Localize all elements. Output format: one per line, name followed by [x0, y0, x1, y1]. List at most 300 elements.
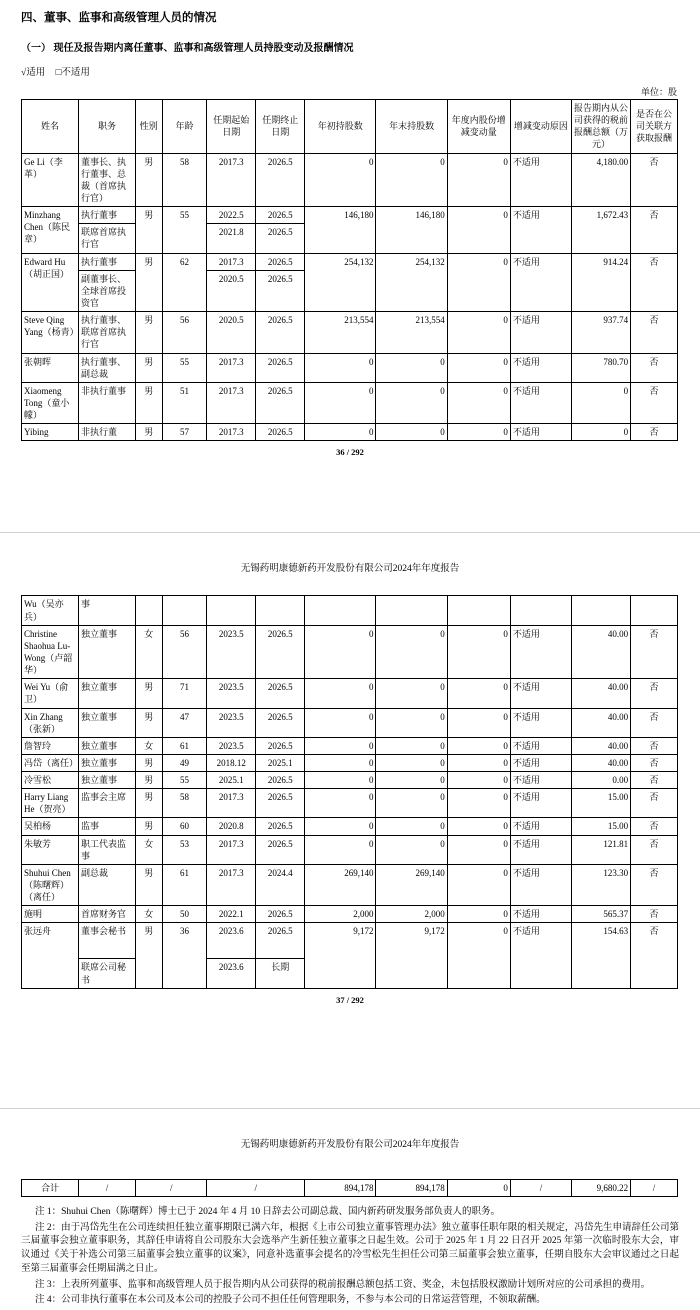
change-reason-cell: 不适用: [510, 923, 571, 988]
empty-cell: [571, 596, 630, 625]
table-row: [22, 424, 678, 441]
position-cell: 职工代表监事: [79, 835, 136, 864]
term-start-cell: 2017.3: [207, 353, 256, 382]
shares-begin-cell: 0: [305, 382, 376, 423]
related-pay-cell: 否: [631, 772, 678, 789]
col-header-shares-change: 年度内股份增减变动量: [447, 100, 510, 154]
total-gender-age-slash-cell: /: [136, 1179, 207, 1196]
col-header-remuneration: 报告期内从公司获得的税前报酬总额（万元）: [571, 100, 630, 154]
shares-end-cell: 9,172: [376, 923, 447, 988]
position-cell: 独立董事: [79, 737, 136, 754]
change-reason-cell: 不适用: [510, 906, 571, 923]
shares-begin-cell: 0: [305, 708, 376, 737]
term-end-cell: 2026.5: [256, 708, 305, 737]
col-header-shares-begin: 年初持股数: [305, 100, 376, 154]
position-cell: 独立董事: [79, 754, 136, 771]
change-reason-cell: 不适用: [510, 382, 571, 423]
total-related-slash-cell: /: [631, 1179, 678, 1196]
name-cell: Christine Shaohua Lu-Wong（卢韶华）: [22, 625, 79, 679]
term-start-cell: 2017.3: [207, 424, 256, 441]
term-start-cell: 2017.3: [207, 835, 256, 864]
position-cell: 独立董事: [79, 679, 136, 708]
total-shares-change-cell: 0: [447, 1179, 510, 1196]
table-row: [22, 754, 678, 771]
table-row: [22, 923, 678, 959]
name-cell: 张远舟: [22, 923, 79, 988]
related-pay-cell: 否: [631, 153, 678, 207]
term-end-cell: 2024.4: [256, 864, 305, 905]
shares-change-cell: 0: [447, 772, 510, 789]
table-row: [22, 864, 678, 905]
empty-cell: [631, 596, 678, 625]
gender-cell: 男: [136, 312, 162, 353]
page-break: [0, 1108, 700, 1109]
remuneration-cell: 40.00: [571, 754, 630, 771]
shares-end-cell: 0: [376, 424, 447, 441]
position-cell: 副董事长、全球首席投资官: [79, 270, 136, 311]
shares-begin-cell: 0: [305, 818, 376, 835]
subsection-title: （一） 现任及报告期内离任董事、监事和高级管理人员持股变动及报酬情况: [21, 43, 354, 54]
name-cell: 詹智玲: [22, 737, 79, 754]
related-pay-cell: 否: [631, 424, 678, 441]
related-pay-cell: 否: [631, 353, 678, 382]
report-header: 无锡药明康德新药开发股份有限公司2024年年度报告: [240, 564, 460, 575]
shares-begin-cell: 0: [305, 625, 376, 679]
col-header-gender: 性别: [136, 100, 162, 154]
shares-begin-cell: 0: [305, 772, 376, 789]
name-cell: 吴柏杨: [22, 818, 79, 835]
age-cell: 55: [162, 772, 207, 789]
remuneration-cell: 0.00: [571, 772, 630, 789]
gender-cell: 男: [136, 153, 162, 207]
term-end-cell: 2026.5: [256, 906, 305, 923]
change-reason-cell: 不适用: [510, 754, 571, 771]
shares-end-cell: 0: [376, 754, 447, 771]
remuneration-cell: 4,180.00: [571, 153, 630, 207]
age-cell: 51: [162, 382, 207, 423]
term-end-cell: 2026.5: [256, 224, 305, 253]
name-cell: Minzhang Chen（陈民章）: [22, 207, 79, 253]
term-start-cell: 2022.5: [207, 207, 256, 224]
term-end-cell: 2026.5: [256, 312, 305, 353]
gender-cell: 男: [136, 818, 162, 835]
shares-change-cell: 0: [447, 207, 510, 253]
change-reason-cell: 不适用: [510, 312, 571, 353]
position-cell: 联席公司秘书: [79, 959, 136, 988]
shares-begin-cell: 0: [305, 754, 376, 771]
age-cell: 61: [162, 864, 207, 905]
position-cell: 非执行董事: [79, 382, 136, 423]
position-cell: 独立董事: [79, 708, 136, 737]
shares-end-cell: 0: [376, 789, 447, 818]
remuneration-cell: 40.00: [571, 737, 630, 754]
gender-cell: 男: [136, 382, 162, 423]
col-header-term-start: 任期起始日期: [207, 100, 256, 154]
name-cell: 张朝晖: [22, 353, 79, 382]
empty-cell: [136, 596, 162, 625]
shares-change-cell: 0: [447, 312, 510, 353]
position-cell: 副总裁: [79, 864, 136, 905]
position-cell: 执行董事、联席首席执行官: [79, 312, 136, 353]
change-reason-cell: 不适用: [510, 772, 571, 789]
related-pay-cell: 否: [631, 312, 678, 353]
shares-change-cell: 0: [447, 708, 510, 737]
name-cell: 施明: [22, 906, 79, 923]
page-36: [0, 0, 700, 457]
table-row: [22, 679, 678, 708]
shares-end-cell: 0: [376, 382, 447, 423]
totals-table: [21, 1179, 678, 1197]
age-cell: 55: [162, 353, 207, 382]
term-start-cell: 2023.5: [207, 679, 256, 708]
related-pay-cell: 否: [631, 923, 678, 988]
name-cell: Yibing: [22, 424, 79, 441]
empty-cell: [305, 596, 376, 625]
table-row: [22, 312, 678, 353]
position-cell: 事: [79, 596, 136, 625]
total-position-slash-cell: /: [79, 1179, 136, 1196]
note-4: 注 4：公司非执行董事在本公司及本公司的控股子公司不担任任何管理职务，不参与本公司的日常运营管理，不领取薪酬。: [35, 1295, 546, 1306]
age-cell: 53: [162, 835, 207, 864]
change-reason-cell: 不适用: [510, 864, 571, 905]
shares-change-cell: 0: [447, 923, 510, 988]
shares-end-cell: 0: [376, 679, 447, 708]
remuneration-cell: 15.00: [571, 818, 630, 835]
gender-cell: 男: [136, 789, 162, 818]
shares-end-cell: 0: [376, 625, 447, 679]
term-end-cell: 长期: [256, 959, 305, 988]
table-row: [22, 906, 678, 923]
remuneration-cell: 40.00: [571, 679, 630, 708]
gender-cell: 女: [136, 906, 162, 923]
total-shares-begin-cell: 894,178: [305, 1179, 376, 1196]
remuneration-cell: 0: [571, 424, 630, 441]
shares-change-cell: 0: [447, 818, 510, 835]
shares-begin-cell: 0: [305, 789, 376, 818]
shares-change-cell: 0: [447, 737, 510, 754]
related-pay-cell: 否: [631, 679, 678, 708]
related-pay-cell: 否: [631, 625, 678, 679]
note-3: 注 3：上表所列董事、监事和高级管理人员于报告期内从公司获得的税前报酬总额包括工资、奖金，未包括股权激励计划所对应的公司承担的费用。: [35, 1279, 651, 1290]
shares-change-cell: 0: [447, 679, 510, 708]
age-cell: 60: [162, 818, 207, 835]
shares-change-cell: 0: [447, 864, 510, 905]
term-start-cell: 2025.1: [207, 772, 256, 789]
name-cell: 冷雪松: [22, 772, 79, 789]
empty-cell: [510, 596, 571, 625]
shares-end-cell: 213,554: [376, 312, 447, 353]
name-cell: Edward Hu（胡正国）: [22, 253, 79, 312]
term-end-cell: 2026.5: [256, 382, 305, 423]
shares-change-cell: 0: [447, 754, 510, 771]
term-start-cell: 2022.1: [207, 906, 256, 923]
shares-end-cell: 0: [376, 737, 447, 754]
related-pay-cell: 否: [631, 737, 678, 754]
applicability-line: [21, 64, 679, 78]
table-header-row: [22, 100, 678, 154]
applicable-option: √适用: [21, 68, 46, 78]
position-cell: 执行董事、副总裁: [79, 353, 136, 382]
shares-begin-cell: 0: [305, 679, 376, 708]
term-start-cell: 2023.6: [207, 923, 256, 959]
term-start-cell: 2021.8: [207, 224, 256, 253]
col-header-term-end: 任期终止日期: [256, 100, 305, 154]
age-cell: 36: [162, 923, 207, 988]
term-start-cell: 2023.5: [207, 708, 256, 737]
change-reason-cell: 不适用: [510, 253, 571, 312]
shares-begin-cell: 254,132: [305, 253, 376, 312]
term-end-cell: 2026.5: [256, 818, 305, 835]
age-cell: 47: [162, 708, 207, 737]
shares-begin-cell: 269,140: [305, 864, 376, 905]
shares-begin-cell: 0: [305, 835, 376, 864]
related-pay-cell: 否: [631, 382, 678, 423]
age-cell: 49: [162, 754, 207, 771]
name-cell: Ge Li（李革）: [22, 153, 79, 207]
term-end-cell: 2026.5: [256, 424, 305, 441]
term-start-cell: 2020.5: [207, 270, 256, 311]
position-cell: 执行董事: [79, 253, 136, 270]
shares-begin-cell: 213,554: [305, 312, 376, 353]
gender-cell: 男: [136, 679, 162, 708]
shares-begin-cell: 2,000: [305, 906, 376, 923]
total-reason-slash-cell: /: [510, 1179, 571, 1196]
shares-end-cell: 0: [376, 772, 447, 789]
notes: [21, 1206, 679, 1308]
shares-change-cell: 0: [447, 353, 510, 382]
page-37: [0, 560, 700, 1004]
shares-change-cell: 0: [447, 835, 510, 864]
change-reason-cell: 不适用: [510, 625, 571, 679]
table-row: [22, 625, 678, 679]
table-row: [22, 153, 678, 207]
empty-cell: [162, 596, 207, 625]
page-number: 37 / 292: [336, 994, 364, 1005]
age-cell: 56: [162, 312, 207, 353]
note-1: 注 1：Shuhui Chen（陈曙辉）博士已于 2024 年 4 月 10 日辞去公司副总裁、国内新药研发服务部负责人的职务。: [35, 1206, 500, 1217]
shares-begin-cell: 0: [305, 353, 376, 382]
name-cell: 朱敏芳: [22, 835, 79, 864]
name-cell: Wei Yu（俞卫）: [22, 679, 79, 708]
table-row: [22, 737, 678, 754]
shares-end-cell: 0: [376, 818, 447, 835]
gender-cell: 男: [136, 253, 162, 312]
remuneration-cell: 154.63: [571, 923, 630, 988]
total-term-slash-cell: /: [207, 1179, 305, 1196]
page-number: 36 / 292: [336, 447, 364, 458]
age-cell: 71: [162, 679, 207, 708]
empty-cell: [376, 596, 447, 625]
shares-end-cell: 0: [376, 708, 447, 737]
shares-end-cell: 2,000: [376, 906, 447, 923]
gender-cell: 男: [136, 353, 162, 382]
age-cell: 58: [162, 789, 207, 818]
gender-cell: 男: [136, 864, 162, 905]
report-header: 无锡药明康德新药开发股份有限公司2024年年度报告: [240, 1139, 460, 1150]
term-start-cell: 2020.5: [207, 312, 256, 353]
name-cell: Wu（吴亦兵）: [22, 596, 79, 625]
shares-change-cell: 0: [447, 424, 510, 441]
age-cell: 55: [162, 207, 207, 253]
table-row: [22, 772, 678, 789]
shares-begin-cell: 0: [305, 737, 376, 754]
age-cell: 58: [162, 153, 207, 207]
section-title: 四、董事、监事和高级管理人员的情况: [21, 12, 217, 24]
shares-end-cell: 0: [376, 153, 447, 207]
name-cell: Xin Zhang（张新）: [22, 708, 79, 737]
directors-table-page36: [21, 99, 678, 441]
change-reason-cell: 不适用: [510, 424, 571, 441]
related-pay-cell: 否: [631, 789, 678, 818]
remuneration-cell: 121.81: [571, 835, 630, 864]
term-end-cell: 2026.5: [256, 625, 305, 679]
related-pay-cell: 否: [631, 864, 678, 905]
related-pay-cell: 否: [631, 835, 678, 864]
remuneration-cell: 0: [571, 382, 630, 423]
change-reason-cell: 不适用: [510, 708, 571, 737]
term-end-cell: 2026.5: [256, 270, 305, 311]
shares-begin-cell: 9,172: [305, 923, 376, 988]
term-start-cell: 2017.3: [207, 153, 256, 207]
remuneration-cell: 40.00: [571, 625, 630, 679]
remuneration-cell: 565.37: [571, 906, 630, 923]
position-cell: 独立董事: [79, 625, 136, 679]
change-reason-cell: 不适用: [510, 153, 571, 207]
gender-cell: 女: [136, 835, 162, 864]
term-end-cell: 2025.1: [256, 754, 305, 771]
term-end-cell: 2026.5: [256, 679, 305, 708]
not-applicable-option: □不适用: [55, 68, 90, 78]
term-end-cell: 2026.5: [256, 789, 305, 818]
shares-end-cell: 0: [376, 353, 447, 382]
name-cell: Harry Liang He（贺亮）: [22, 789, 79, 818]
empty-cell: [207, 596, 256, 625]
related-pay-cell: 否: [631, 207, 678, 253]
term-start-cell: 2023.5: [207, 737, 256, 754]
related-pay-cell: 否: [631, 708, 678, 737]
empty-cell: [256, 596, 305, 625]
age-cell: 61: [162, 737, 207, 754]
note-2: 注 2：由于冯岱先生在公司连续担任独立董事期限已满六年，根据《上市公司独立董事管理办法》独立董事任职年限的相关规定，冯岱先生申请辞任公司第三届董事会独立董事职务，其辞任申请将自公司股东大会选举产生新任独立董事之日起生效。公司于 2025 年 1 月 22 日召开 2025 年第一次临时股东大会，审议通过《关于补选公司第三届董事会独立董事的议案》，同意补选董事会提名的冷雪松先生担任公司第三届董事会独立董事，任期自股东大会审议通过之日起至第三届董事会任期届满之日止。: [21, 1222, 679, 1274]
change-reason-cell: 不适用: [510, 818, 571, 835]
shares-change-cell: 0: [447, 153, 510, 207]
shares-end-cell: 0: [376, 835, 447, 864]
shares-change-cell: 0: [447, 253, 510, 312]
shares-change-cell: 0: [447, 789, 510, 818]
position-cell: 董事长、执行董事、总裁（首席执行官）: [79, 153, 136, 207]
page-break: [0, 532, 700, 533]
table-row: [22, 253, 678, 270]
position-cell: 非执行董: [79, 424, 136, 441]
position-cell: 董事会秘书: [79, 923, 136, 959]
remuneration-cell: 40.00: [571, 708, 630, 737]
page-38: [0, 1136, 700, 1309]
change-reason-cell: 不适用: [510, 353, 571, 382]
total-label-cell: 合计: [22, 1179, 79, 1196]
shares-change-cell: 0: [447, 625, 510, 679]
remuneration-cell: 780.70: [571, 353, 630, 382]
name-cell: Steve Qing Yang（杨青）: [22, 312, 79, 353]
age-cell: 56: [162, 625, 207, 679]
shares-change-cell: 0: [447, 382, 510, 423]
table-row-continuation: [22, 596, 678, 625]
table-row: [22, 382, 678, 423]
gender-cell: 女: [136, 737, 162, 754]
total-shares-end-cell: 894,178: [376, 1179, 447, 1196]
change-reason-cell: 不适用: [510, 835, 571, 864]
gender-cell: 男: [136, 754, 162, 771]
position-cell: 首席财务官: [79, 906, 136, 923]
table-row: [22, 353, 678, 382]
age-cell: 57: [162, 424, 207, 441]
term-end-cell: 2026.5: [256, 153, 305, 207]
term-end-cell: 2026.5: [256, 253, 305, 270]
term-end-cell: 2026.5: [256, 207, 305, 224]
gender-cell: 男: [136, 772, 162, 789]
gender-cell: 女: [136, 625, 162, 679]
shares-begin-cell: 0: [305, 424, 376, 441]
name-cell: Shuhui Chen（陈曙辉）（离任）: [22, 864, 79, 905]
col-header-change-reason: 增减变动原因: [510, 100, 571, 154]
name-cell: 冯岱（离任）: [22, 754, 79, 771]
name-cell: Xiaomeng Tong（童小幪）: [22, 382, 79, 423]
term-end-cell: 2026.5: [256, 835, 305, 864]
change-reason-cell: 不适用: [510, 207, 571, 253]
col-header-position: 职务: [79, 100, 136, 154]
age-cell: 50: [162, 906, 207, 923]
remuneration-cell: 1,672.43: [571, 207, 630, 253]
shares-end-cell: 146,180: [376, 207, 447, 253]
gender-cell: 男: [136, 424, 162, 441]
term-end-cell: 2026.5: [256, 353, 305, 382]
related-pay-cell: 否: [631, 754, 678, 771]
position-cell: 监事: [79, 818, 136, 835]
gender-cell: 男: [136, 207, 162, 253]
remuneration-cell: 123.30: [571, 864, 630, 905]
remuneration-cell: 15.00: [571, 789, 630, 818]
term-start-cell: 2017.3: [207, 864, 256, 905]
total-row: [22, 1179, 678, 1196]
table-row: [22, 789, 678, 818]
position-cell: 执行董事: [79, 207, 136, 224]
change-reason-cell: 不适用: [510, 737, 571, 754]
term-end-cell: 2026.5: [256, 772, 305, 789]
col-header-shares-end: 年末持股数: [376, 100, 447, 154]
change-reason-cell: 不适用: [510, 789, 571, 818]
term-start-cell: 2020.8: [207, 818, 256, 835]
age-cell: 62: [162, 253, 207, 312]
shares-end-cell: 269,140: [376, 864, 447, 905]
gender-cell: 男: [136, 923, 162, 988]
term-end-cell: 2026.5: [256, 923, 305, 959]
term-start-cell: 2017.3: [207, 382, 256, 423]
related-pay-cell: 否: [631, 906, 678, 923]
gender-cell: 男: [136, 708, 162, 737]
directors-table-page37: [21, 595, 678, 988]
table-row: [22, 708, 678, 737]
shares-change-cell: 0: [447, 906, 510, 923]
term-start-cell: 2018.12: [207, 754, 256, 771]
related-pay-cell: 否: [631, 253, 678, 312]
table-row: [22, 818, 678, 835]
shares-begin-cell: 146,180: [305, 207, 376, 253]
related-pay-cell: 否: [631, 818, 678, 835]
col-header-related-pay: 是否在公司关联方获取报酬: [631, 100, 678, 154]
remuneration-cell: 937.74: [571, 312, 630, 353]
term-end-cell: 2026.5: [256, 737, 305, 754]
shares-end-cell: 254,132: [376, 253, 447, 312]
table-row: [22, 207, 678, 224]
